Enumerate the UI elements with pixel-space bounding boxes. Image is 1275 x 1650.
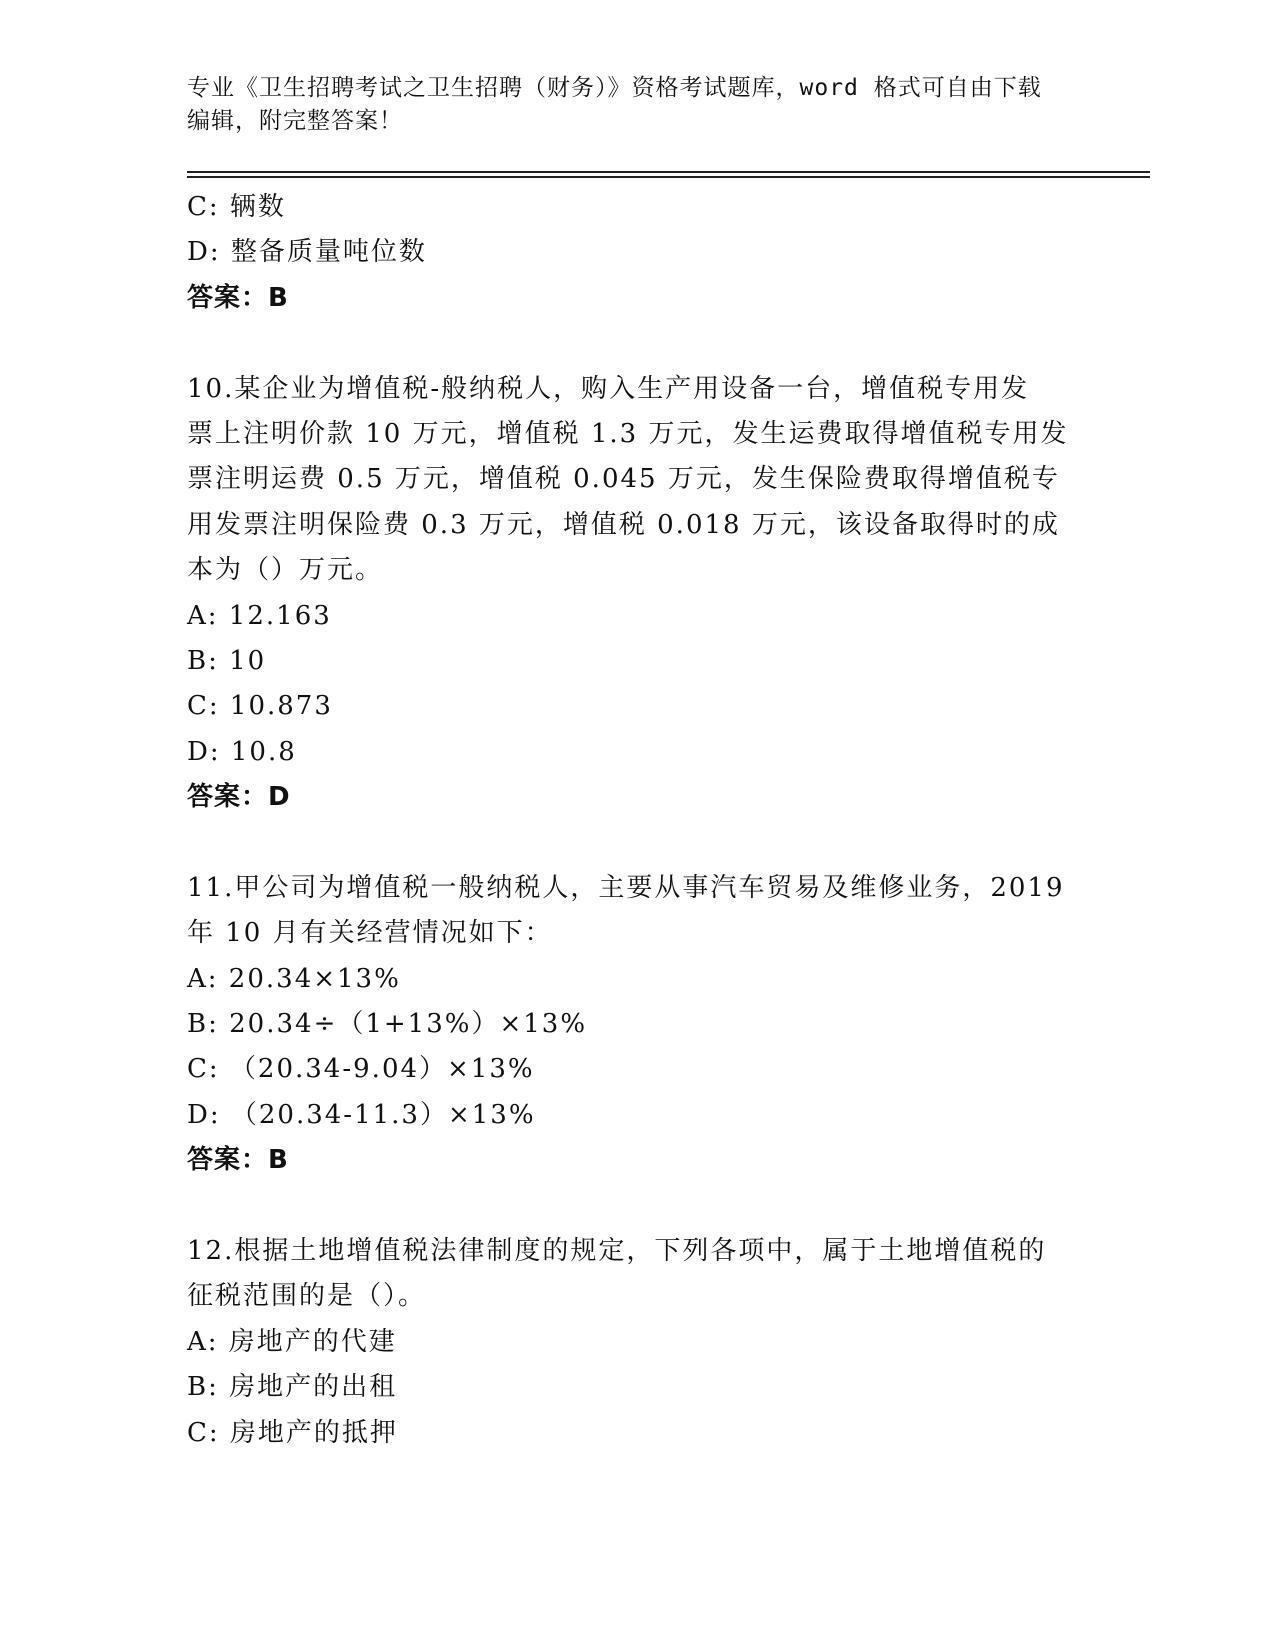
option-d: D: 10.8	[187, 736, 297, 767]
answer-label: 答案：D	[187, 782, 291, 813]
option-a: A: 12.163	[187, 600, 332, 631]
option-b: B: 房地产的出租	[187, 1372, 398, 1403]
option-c: C: 辆数	[187, 192, 286, 222]
option-c: C: 10.873	[187, 691, 333, 722]
question-stem-line: 票上注明价款 10 万元，增值税 1.3 万元，发生运费取得增值税专用发	[187, 418, 1069, 449]
question-stem-line: 票注明运费 0.5 万元，增值税 0.045 万元，发生保险费取得增值税专	[187, 464, 1060, 495]
question-10	[187, 367, 1087, 821]
option-c: C: （20.34-9.04）×13%	[187, 1054, 535, 1085]
question-stem-line: 征税范围的是（）。	[187, 1281, 427, 1312]
question-stem-line: 12.根据土地增值税法律制度的规定，下列各项中，属于土地增值税的	[187, 1235, 1047, 1266]
question-12	[187, 1229, 1087, 1456]
document-header	[187, 72, 1067, 138]
option-d: D: （20.34-11.3）×13%	[187, 1099, 536, 1130]
option-a: A: 20.34×13%	[187, 963, 401, 994]
header-divider-bottom	[187, 176, 1150, 178]
option-b: B: 20.34÷（1+13%）×13%	[187, 1009, 588, 1040]
question-stem-line: 用发票注明保险费 0.3 万元，增值税 0.018 万元，该设备取得时的成	[187, 509, 1060, 540]
option-d: D: 整备质量吨位数	[187, 237, 427, 268]
spacer	[187, 1184, 1087, 1229]
question-stem-line: 本为（）万元。	[187, 555, 384, 586]
option-c: C: 房地产的抵押	[187, 1417, 398, 1448]
header-line-2: 编辑，附完整答案！	[187, 108, 403, 134]
header-divider-top	[187, 171, 1150, 173]
spacer	[187, 321, 1087, 366]
answer-label: 答案：B	[187, 1145, 289, 1176]
question-content	[187, 185, 1087, 1456]
option-a: A: 房地产的代建	[187, 1326, 397, 1357]
header-line-1: 专业《卫生招聘考试之卫生招聘（财务）》资格考试题库，word 格式可自由下载	[187, 75, 1042, 101]
previous-question-tail	[187, 185, 1087, 321]
question-stem-line: 年 10 月有关经营情况如下：	[187, 918, 553, 949]
question-stem-line: 10.某企业为增值税-般纳税人，购入生产用设备一台，增值税专用发	[187, 373, 1030, 404]
question-stem-line: 11.甲公司为增值税一般纳税人，主要从事汽车贸易及维修业务，2019	[187, 872, 1065, 903]
option-b: B: 10	[187, 645, 267, 676]
question-11	[187, 866, 1087, 1184]
answer-label: 答案：B	[187, 282, 289, 313]
spacer	[187, 820, 1087, 865]
